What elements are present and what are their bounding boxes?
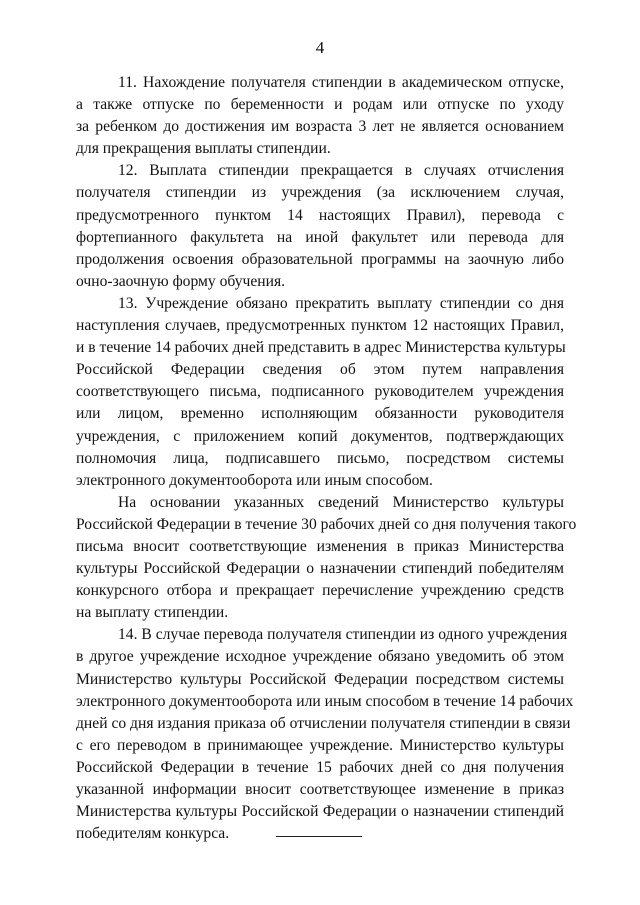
text-line: учреждения, с приложением копий документов, подтверждающих [76,427,564,445]
text-line: Российской Федерации в течение 30 рабочих дней со дня получения такого [76,515,577,533]
text-line: Российской Федерации сведения об этом путем направления [76,361,564,379]
text-line: с его переводом в принимающее учреждение. Министерство культуры [76,736,564,754]
text-line: в другое учреждение исходное учреждение обязано уведомить об этом [76,648,564,666]
document-body [76,72,577,845]
paragraph-13 [76,293,564,492]
text-line: победителям конкурса. [76,825,230,843]
text-line: на выплату стипендии. [76,604,229,622]
text-line: для прекращения выплаты стипендии. [76,140,331,158]
text-line: указанной информации вносит соответствующее изменение в приказ [76,781,564,798]
text-line: продолжения освоения образовательной программы на заочную либо [76,250,564,268]
text-line: и в течение 14 рабочих дней представить в адрес Министерства культуры [76,339,566,357]
text-line: письма вносит соответствующие изменения в приказ Министерства [76,537,564,555]
text-line: Министерства культуры Российской Федерации о назначении стипендий [76,803,564,821]
text-line: 12. Выплата стипендии прекращается в случаях отчисления [118,162,564,180]
text-line: На основании указанных сведений Министерство культуры [118,493,564,511]
end-of-document-separator [276,836,362,837]
text-line: за ребенком до достижения им возраста 3 лет не является основанием [76,118,564,136]
paragraph-14 [76,624,574,845]
text-line: соответствующего письма, подписанного руководителем учреждения [76,383,564,401]
text-line: электронного документооборота или иным способом. [76,471,433,489]
text-line: 14. В случае перевода получателя стипендии из одного учреждения [118,626,568,644]
text-line: фортепианного факультета на иной факультет или перевода для [76,228,564,246]
text-line: электронного документооборота или иным способом в течение 14 рабочих [76,692,574,710]
text-line: а также отпуске по беременности и родам или отпуске по уходу [76,96,564,114]
text-line: дней со дня издания приказа об отчислении получателя стипендии в связи [76,714,571,732]
paragraph-12 [76,160,564,293]
text-line: 13. Учреждение обязано прекратить выплату стипендии со дня [118,294,564,312]
paragraph-11 [76,72,564,160]
text-line: конкурсного отбора и прекращает перечисление учреждению средств [76,582,564,600]
paragraph-13-continuation [76,492,577,625]
text-line: культуры Российской Федерации о назначении стипендий победителям [76,560,564,578]
text-line: предусмотренного пунктом 14 настоящих Правил), перевода с [76,206,564,224]
text-line: Российской Федерации в течение 15 рабочих дней со дня получения [76,758,564,776]
text-line: Министерство культуры Российской Федерации посредством системы [76,670,564,688]
text-line: получателя стипендии из учреждения (за исключением случая, [76,184,564,202]
text-line: или лицом, временно исполняющим обязанности руководителя [76,405,564,423]
text-line: очно-заочную форму обучения. [76,272,286,290]
text-line: 11. Нахождение получателя стипендии в академическом отпуске, [118,74,564,91]
text-line: полномочия лица, подписавшего письмо, посредством системы [76,449,564,467]
text-line: наступления случаев, предусмотренных пунктом 12 настоящих Правил, [76,317,564,335]
page-number: 4 [315,38,325,57]
